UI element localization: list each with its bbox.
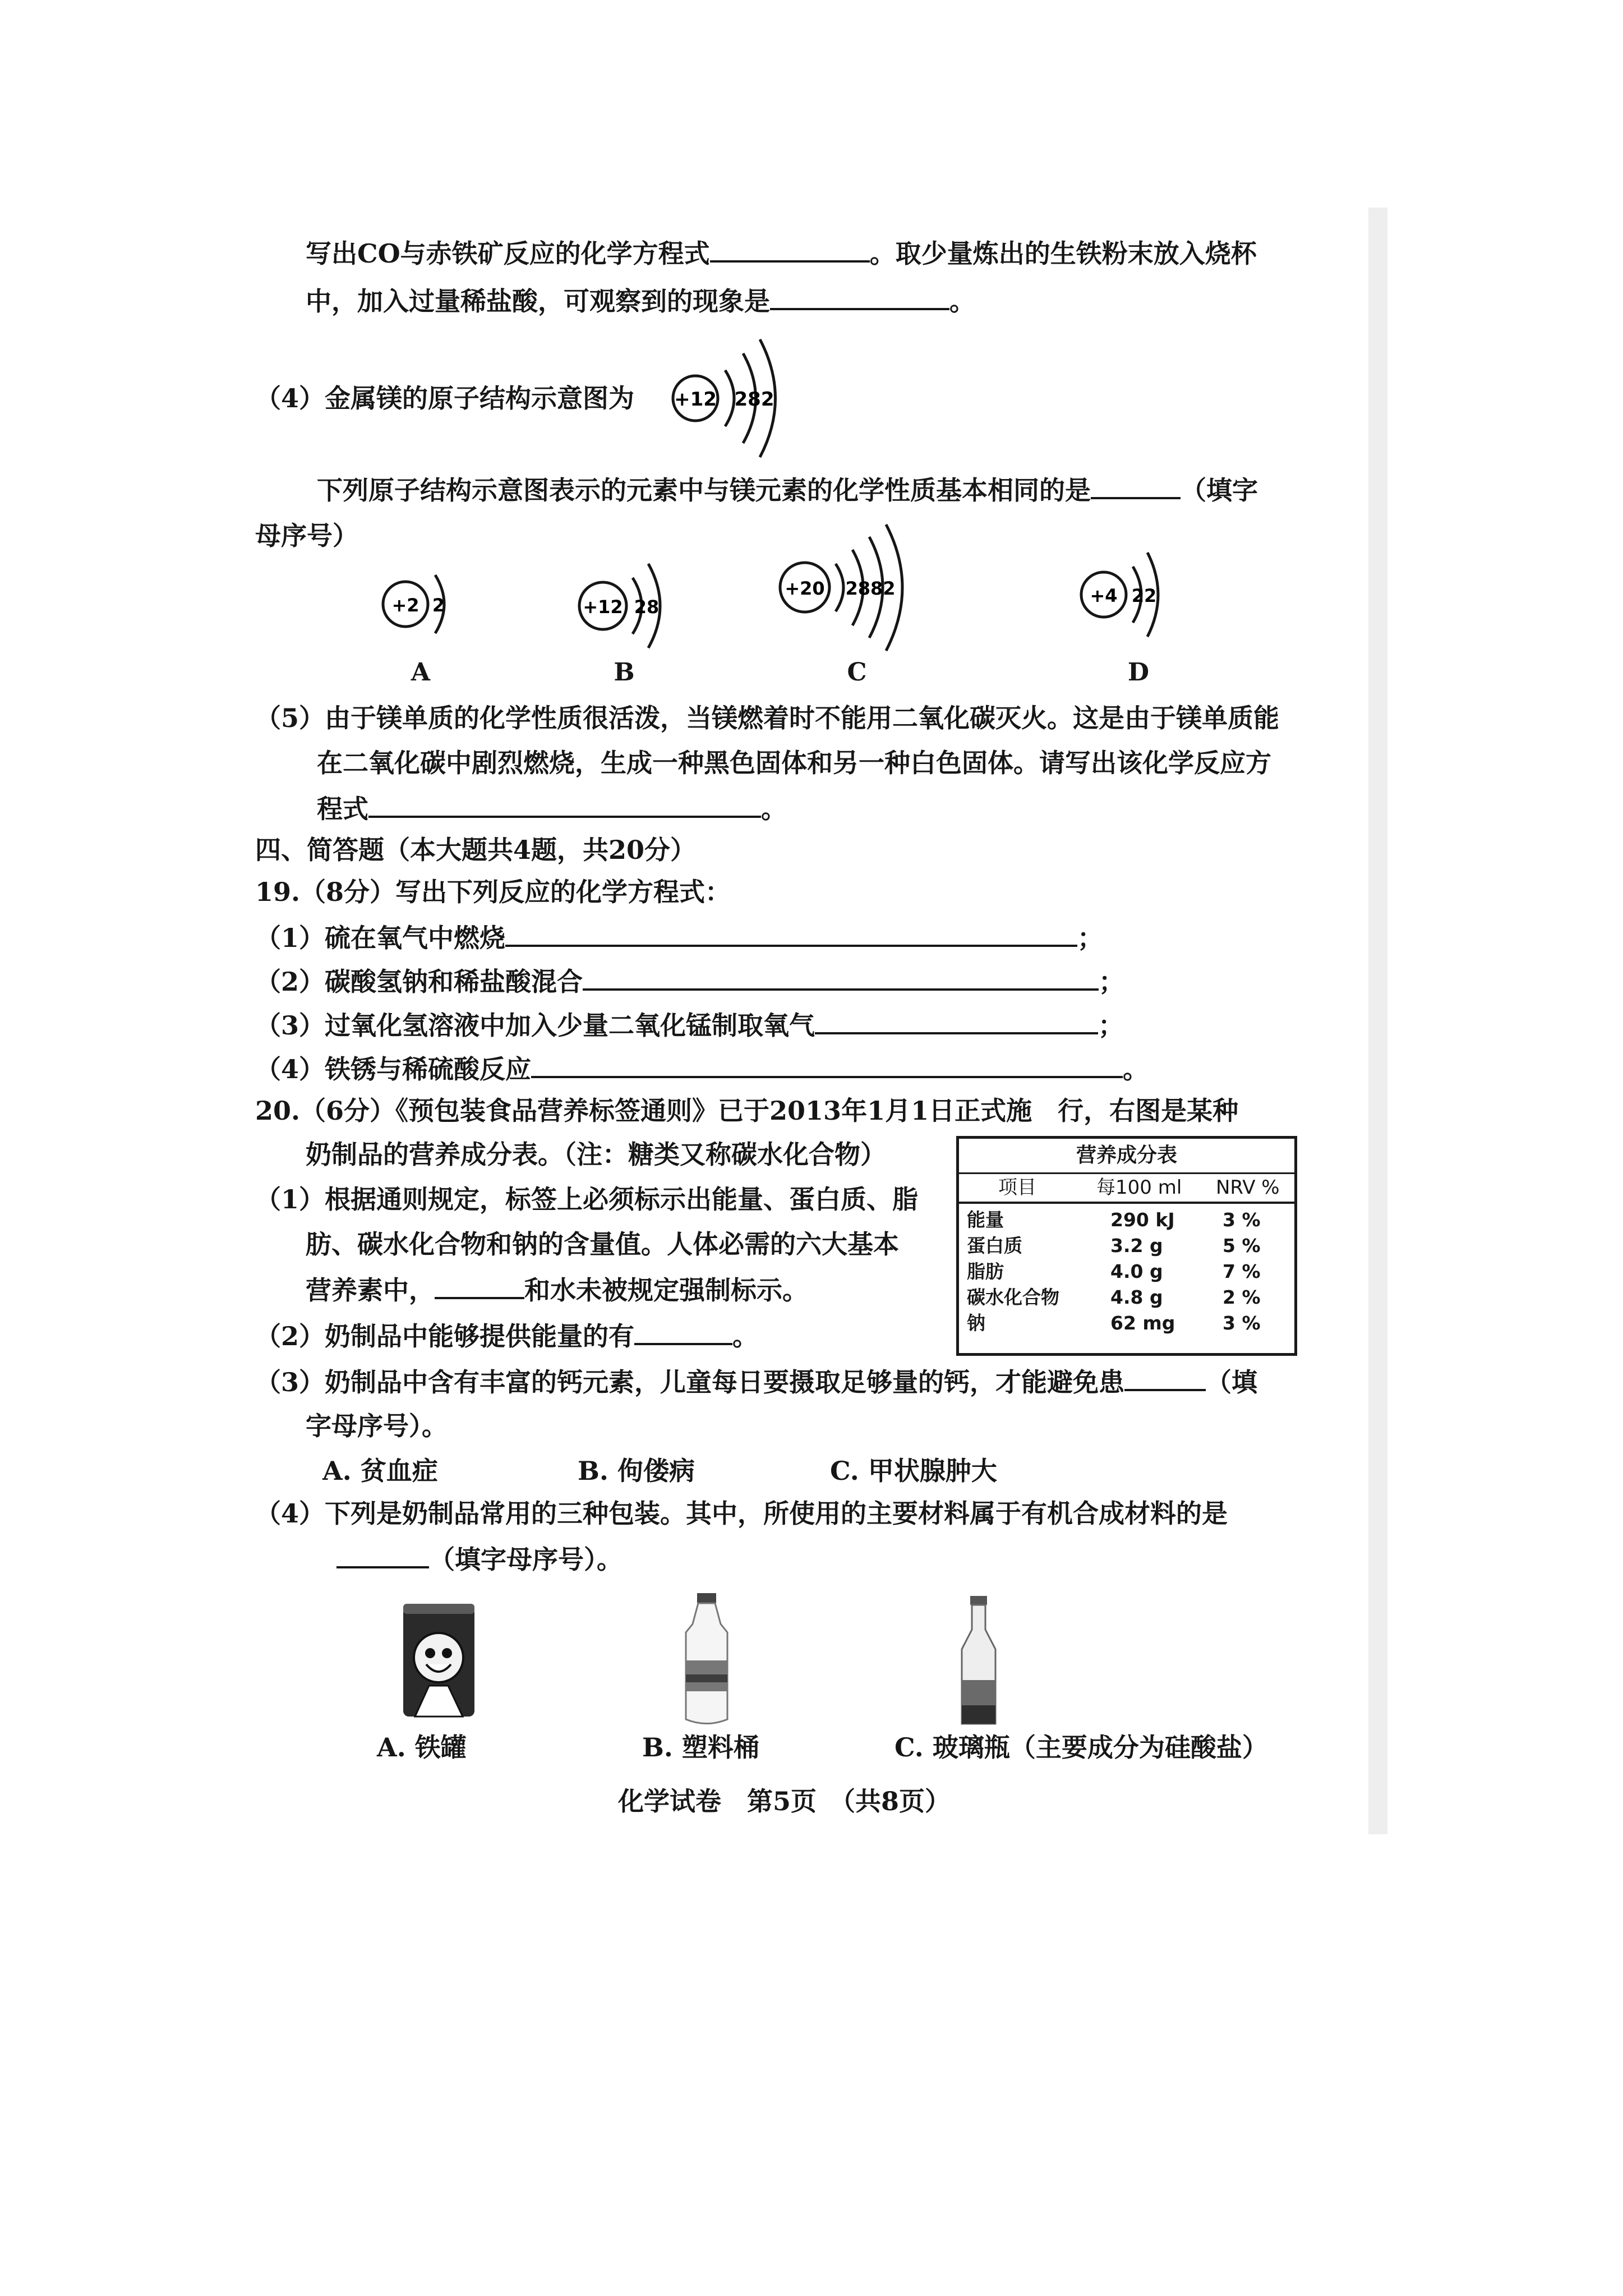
q4-line-3: 母序号） bbox=[255, 521, 358, 551]
table-header-nrv: NRV % bbox=[1216, 1176, 1280, 1199]
q4-question-end: （填字 bbox=[1181, 475, 1258, 505]
mg-shell-arc-1 bbox=[725, 370, 734, 426]
option-c-shell-arc-1 bbox=[836, 564, 843, 611]
q19-item-2-end: ； bbox=[1099, 967, 1125, 997]
q4-label: （4）金属镁的原子结构示意图为 bbox=[255, 383, 635, 413]
q19-item-1 bbox=[255, 920, 1103, 955]
option-b-atom-diagram bbox=[571, 561, 683, 659]
q19-item-2 bbox=[255, 964, 1124, 999]
table-cell: 7 % bbox=[1223, 1260, 1261, 1282]
q4-line-2 bbox=[317, 472, 1258, 507]
iron-can-image bbox=[401, 1602, 477, 1722]
option-d-charge: +4 bbox=[1090, 585, 1118, 606]
q3-line-2 bbox=[306, 283, 975, 318]
table-header-per100ml: 每100 ml bbox=[1096, 1176, 1182, 1199]
option-d-letter: D bbox=[1127, 658, 1150, 687]
package-label-a: A. 铁罐 bbox=[377, 1732, 467, 1763]
table-cell: 钠 bbox=[967, 1312, 985, 1334]
answer-blank[interactable] bbox=[368, 791, 761, 818]
package-label-b: B. 塑料桶 bbox=[642, 1732, 759, 1763]
q20-p2 bbox=[255, 1318, 758, 1353]
option-c-letter: C bbox=[847, 658, 867, 687]
page-footer: 化学试卷 第5页 （共8页） bbox=[618, 1786, 951, 1816]
option-a-electrons: 2 bbox=[432, 595, 445, 616]
can-face-eye-right bbox=[442, 1648, 452, 1658]
nutrition-table-caption: 营养成分表 bbox=[959, 1139, 1294, 1174]
q3-line-1 bbox=[306, 236, 1257, 270]
plastic-label-band bbox=[686, 1674, 727, 1682]
q20-p3-line-2: 字母序号）。 bbox=[306, 1411, 448, 1441]
section-4-heading: 四、简答题（本大题共4题，共20分） bbox=[255, 835, 697, 865]
option-b-letter: B bbox=[614, 658, 635, 687]
answer-blank[interactable] bbox=[815, 1007, 1098, 1034]
q4-question-text: 下列原子结构示意图表示的元素中与镁元素的化学性质基本相同的是 bbox=[317, 475, 1091, 505]
option-b-charge: +12 bbox=[583, 596, 623, 618]
answer-blank[interactable] bbox=[710, 236, 870, 263]
q20-p4-line2-text: （填字母序号）。 bbox=[429, 1544, 623, 1575]
table-cell: 碳水化合物 bbox=[967, 1286, 1059, 1308]
q20-p4-line-1: （4）下列是奶制品常用的三种包装。其中，所使用的主要材料属于有机合成材料的是 bbox=[255, 1498, 1228, 1529]
q19-item-4 bbox=[255, 1051, 1149, 1086]
q19-item-3 bbox=[255, 1007, 1124, 1042]
option-d-atom-diagram bbox=[1076, 547, 1188, 645]
answer-blank[interactable] bbox=[435, 1272, 524, 1299]
q20-p1-line-1: （1）根据通则规定，标签上必须标示出能量、蛋白质、脂 bbox=[255, 1184, 919, 1214]
table-cell: 蛋白质 bbox=[967, 1235, 1022, 1257]
mg-shell-electrons: 282 bbox=[734, 388, 774, 411]
answer-blank[interactable] bbox=[1124, 1364, 1206, 1391]
table-cell: 4.0 g bbox=[1110, 1260, 1163, 1282]
choice-b: B. 佝偻病 bbox=[578, 1456, 695, 1486]
q19-title: 19.（8分）写出下列反应的化学方程式： bbox=[255, 877, 731, 907]
glass-label bbox=[962, 1680, 995, 1705]
nutrition-table bbox=[956, 1136, 1297, 1356]
table-cell: 3.2 g bbox=[1110, 1235, 1163, 1257]
table-cell: 5 % bbox=[1223, 1235, 1261, 1257]
q20-p1-line-3 bbox=[306, 1272, 808, 1307]
table-cell: 脂肪 bbox=[967, 1260, 1004, 1282]
table-cell: 4.8 g bbox=[1110, 1286, 1163, 1308]
can-lid bbox=[403, 1604, 474, 1614]
q3-line2-end: 。 bbox=[949, 286, 975, 316]
option-c-charge: +20 bbox=[785, 578, 825, 599]
q20-p2-end: 。 bbox=[732, 1321, 759, 1351]
q5-line-3 bbox=[317, 791, 787, 826]
answer-blank[interactable] bbox=[634, 1318, 732, 1345]
can-face-eye-left bbox=[425, 1648, 435, 1658]
q19-item-1-end: ； bbox=[1077, 923, 1104, 953]
option-a-letter: A bbox=[411, 658, 431, 687]
answer-blank[interactable] bbox=[1091, 472, 1181, 499]
mg-atom-svg bbox=[665, 337, 788, 466]
option-c-atom-diagram bbox=[774, 524, 925, 656]
q5-line3-end: 。 bbox=[761, 794, 787, 824]
q5-line-1: （5）由于镁单质的化学性质很活泼，当镁燃着时不能用二氧化碳灭火。这是由于镁单质能 bbox=[255, 703, 1280, 733]
table-header-item: 项目 bbox=[998, 1176, 1036, 1199]
q3-text-a: 写出CO与赤铁矿反应的化学方程式 bbox=[306, 238, 710, 269]
option-c-electrons: 2882 bbox=[845, 578, 896, 599]
q20-p2-text: （2）奶制品中能够提供能量的有 bbox=[255, 1321, 635, 1351]
q20-p3-end: （填 bbox=[1206, 1367, 1258, 1397]
answer-blank[interactable] bbox=[583, 964, 1099, 991]
table-cell: 3 % bbox=[1223, 1312, 1261, 1334]
answer-blank[interactable] bbox=[531, 1051, 1123, 1078]
q19-item-4-end: 。 bbox=[1123, 1054, 1149, 1084]
q5-line-2: 在二氧化碳中剧烈燃烧，生成一种黑色固体和另一种白色固体。请写出该化学反应方 bbox=[317, 748, 1271, 778]
table-cell: 290 kJ bbox=[1110, 1209, 1175, 1231]
q20-p3-line-1 bbox=[255, 1364, 1257, 1399]
q19-item-3-end: ； bbox=[1098, 1010, 1124, 1041]
glass-bottle-image bbox=[951, 1596, 1007, 1730]
q20-p1-line3-end: 和水未被规定强制标示。 bbox=[524, 1275, 808, 1305]
answer-blank[interactable] bbox=[505, 920, 1077, 947]
mg-nucleus-charge: +12 bbox=[674, 388, 717, 411]
mg-atom-diagram bbox=[665, 337, 788, 468]
answer-blank[interactable] bbox=[770, 283, 949, 310]
glass-cap bbox=[970, 1596, 987, 1605]
choice-c: C. 甲状腺肿大 bbox=[830, 1456, 997, 1486]
answer-blank[interactable] bbox=[336, 1542, 429, 1568]
q20-p1-line3-text: 营养素中， bbox=[306, 1275, 435, 1305]
choice-a: A. 贫血症 bbox=[322, 1456, 438, 1486]
table-cell: 能量 bbox=[967, 1209, 1004, 1231]
package-label-c: C. 玻璃瓶（主要成分为硅酸盐） bbox=[895, 1732, 1268, 1763]
q19-item-1-text: （1）硫在氧气中燃烧 bbox=[255, 923, 506, 953]
plastic-cap bbox=[697, 1593, 716, 1603]
can-face bbox=[414, 1633, 463, 1682]
scan-edge bbox=[1368, 208, 1387, 1834]
q3-line2-text: 中，加入过量稀盐酸，可观察到的现象是 bbox=[306, 286, 770, 316]
q19-item-4-text: （4）铁锈与稀硫酸反应 bbox=[255, 1054, 532, 1084]
plastic-bottle-image bbox=[676, 1593, 737, 1730]
q20-p4-line-2 bbox=[336, 1542, 623, 1576]
q20-line-2: 奶制品的营养成分表。（注：糖类又称碳水化合物） bbox=[306, 1139, 886, 1170]
table-cell: 62 mg bbox=[1110, 1312, 1175, 1334]
table-divider bbox=[959, 1202, 1294, 1204]
option-b-electrons: 28 bbox=[634, 596, 660, 618]
table-cell: 2 % bbox=[1223, 1286, 1261, 1308]
table-cell: 3 % bbox=[1223, 1209, 1261, 1231]
option-d-electrons: 22 bbox=[1131, 585, 1157, 606]
q19-item-2-text: （2）碳酸氢钠和稀盐酸混合 bbox=[255, 967, 583, 997]
q5-line3-text: 程式 bbox=[317, 794, 368, 824]
q20-p1-line-2: 肪、碳水化合物和钠的含量值。人体必需的六大基本 bbox=[306, 1229, 899, 1259]
option-a-charge: +2 bbox=[391, 595, 419, 616]
option-a-atom-diagram bbox=[375, 564, 464, 650]
q19-item-3-text: （3）过氧化氢溶液中加入少量二氧化锰制取氧气 bbox=[255, 1010, 815, 1041]
q20-p3-text: （3）奶制品中含有丰富的钙元素，儿童每日要摄取足够量的钙，才能避免患 bbox=[255, 1367, 1125, 1397]
q3-text-b: 。取少量炼出的生铁粉末放入烧杯 bbox=[869, 238, 1257, 269]
q20-line-1: 20.（6分）《预包装食品营养标签通则》已于2013年1月1日正式施 行，右图是某种 bbox=[255, 1096, 1239, 1126]
glass-base bbox=[962, 1705, 995, 1724]
